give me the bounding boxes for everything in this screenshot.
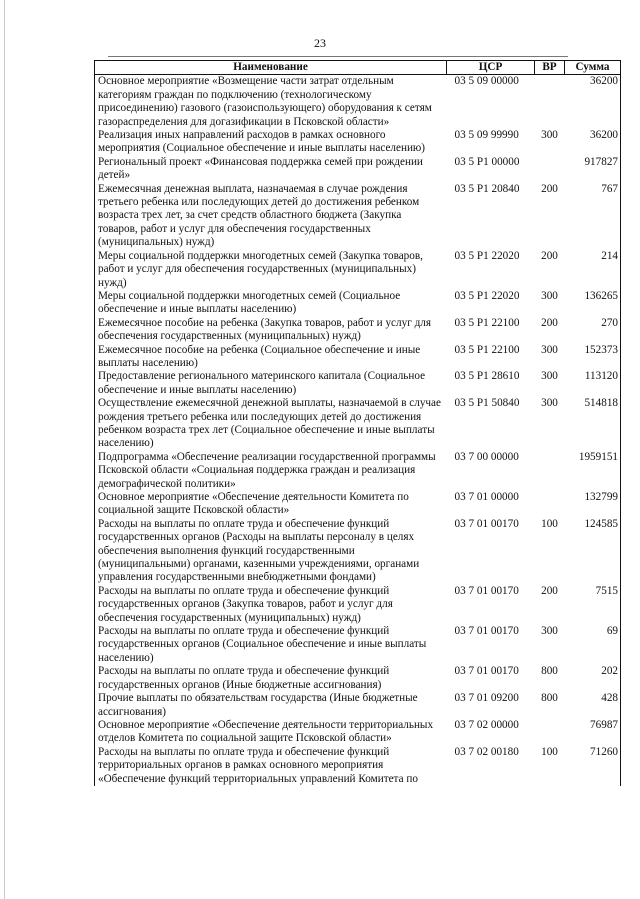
header-sum: Сумма <box>565 61 621 75</box>
row-csr: 03 7 01 09200 <box>454 692 519 705</box>
row-vr <box>535 156 565 183</box>
row-name: Реализация иных направлений расходов в рамках основного мероприятия (Социальное обеспечение и иные выплаты населению) <box>95 129 447 156</box>
row-csr: 03 5 Р1 22020 <box>454 289 520 302</box>
row-sum: 7515 <box>565 585 621 625</box>
row-sum: 917827 <box>565 156 621 183</box>
row-vr: 300 <box>541 625 558 638</box>
row-name: Расходы на выплаты по оплате труда и обеспечение функций государственных органов (Социальное обеспечение и иные выплаты населению) <box>95 625 447 665</box>
scan-edge-line <box>4 0 5 899</box>
header-csr: ЦСР <box>447 61 535 75</box>
table-row <box>95 746 621 786</box>
row-csr: 03 5 Р1 28610 <box>454 370 520 383</box>
row-name: Ежемесячное пособие на ребенка (Закупка товаров, работ и услуг для обеспечения государственных (муниципальных) нужд) <box>95 317 447 344</box>
row-vr: 200 <box>541 584 558 597</box>
row-vr: 300 <box>541 397 558 410</box>
header-rule <box>108 56 568 57</box>
row-vr: 200 <box>541 249 558 262</box>
row-sum: 36200 <box>565 129 621 156</box>
row-vr <box>535 75 565 129</box>
row-vr: 200 <box>541 316 558 329</box>
row-name: Осуществление ежемесячной денежной выплаты, назначаемой в случае рождения третьего ребенка или последующих детей до достижения ребенком возраста трех лет (Социальное обеспечение и иные выплаты населению) <box>95 397 447 451</box>
table-row <box>95 518 621 585</box>
row-sum: 113120 <box>565 370 621 397</box>
table-row <box>95 491 621 518</box>
row-sum: 36200 <box>565 75 621 129</box>
row-sum: 1959151 <box>565 451 621 491</box>
row-sum: 152373 <box>565 344 621 371</box>
row-vr <box>535 719 565 746</box>
row-name: Расходы на выплаты по оплате труда и обеспечение функций государственных органов (Закупка товаров, работ и услуг для обеспечения государственных (муниципальных) нужд) <box>95 585 447 625</box>
row-vr <box>535 491 565 518</box>
table-row <box>95 625 621 665</box>
row-name: Ежемесячное пособие на ребенка (Социальное обеспечение и иные выплаты населению) <box>95 344 447 371</box>
table-body <box>95 75 621 786</box>
row-name: Меры социальной поддержки многодетных семей (Социальное обеспечение и иные выплаты населению) <box>95 290 447 317</box>
row-name: Основное мероприятие «Обеспечение деятельности Комитета по социальной защите Псковской области» <box>95 491 447 518</box>
table-row <box>95 290 621 317</box>
table-header-row <box>95 61 621 75</box>
row-csr: 03 7 01 00170 <box>454 584 519 597</box>
row-sum: 214 <box>565 250 621 290</box>
row-name: Региональный проект «Финансовая поддержка семей при рождении детей» <box>95 156 447 183</box>
row-csr: 03 7 02 00180 <box>454 745 519 758</box>
row-sum: 132799 <box>565 491 621 518</box>
row-name: Прочие выплаты по обязательствам государства (Иные бюджетные ассигнования) <box>95 692 447 719</box>
row-vr: 300 <box>541 289 558 302</box>
row-sum: 428 <box>565 692 621 719</box>
budget-table <box>94 60 621 786</box>
row-csr: 03 5 Р1 22020 <box>454 249 520 262</box>
row-csr: 03 7 01 00170 <box>454 625 519 638</box>
row-name: Расходы на выплаты по оплате труда и обеспечение функций государственных органов (Иные бюджетные ассигнования) <box>95 665 447 692</box>
table-row <box>95 665 621 692</box>
row-name: Основное мероприятие «Возмещение части затрат отдельным категориям граждан по подключению (технологическому присоединению) газового (газоиспользующего) оборудования к сетям газораспределения для догазификации в Псковской области» <box>95 75 447 129</box>
row-sum: 270 <box>565 317 621 344</box>
table-row <box>95 129 621 156</box>
header-name: Наименование <box>95 61 447 75</box>
row-sum: 124585 <box>565 518 621 585</box>
row-name: Расходы на выплаты по оплате труда и обеспечение функций территориальных органов в рамках основного мероприятия «Обеспечение функций территориальных управлений Комитета по <box>95 746 447 786</box>
row-vr <box>535 451 565 491</box>
row-vr: 100 <box>541 517 558 530</box>
row-vr: 300 <box>541 370 558 383</box>
row-name: Ежемесячная денежная выплата, назначаемая в случае рождения третьего ребенка или последующих детей до достижения ребенком возраста трех лет, за счет средств областного бюджета (Закупка товаров, работ и услуг для обеспечения государственных (муниципальных) нужд) <box>95 183 447 250</box>
row-sum: 69 <box>565 625 621 665</box>
row-csr: 03 5 Р1 00000 <box>454 155 520 168</box>
table-row <box>95 317 621 344</box>
row-csr: 03 7 01 00170 <box>454 517 519 530</box>
row-sum: 76987 <box>565 719 621 746</box>
row-name: Расходы на выплаты по оплате труда и обеспечение функций государственных органов (Расходы на выплаты персоналу в целях обеспечения выполнения функций государственными (муниципальными) органами, казенными учреждениями, органами управления государственными внебюджетными фондами) <box>95 518 447 585</box>
table-row <box>95 183 621 250</box>
row-vr: 800 <box>541 692 558 705</box>
row-csr: 03 5 Р1 50840 <box>454 397 520 410</box>
row-vr: 200 <box>541 182 558 195</box>
row-name: Предоставление регионального материнского капитала (Социальное обеспечение и иные выплаты населению) <box>95 370 447 397</box>
table-row <box>95 719 621 746</box>
row-sum: 71260 <box>565 746 621 786</box>
table-row <box>95 397 621 451</box>
row-csr: 03 7 01 00170 <box>454 665 519 678</box>
table-row <box>95 692 621 719</box>
row-name: Подпрограмма «Обеспечение реализации государственной программы Псковской области «Социальная поддержка граждан и реализация демографической политики» <box>95 451 447 491</box>
row-sum: 202 <box>565 665 621 692</box>
row-name: Меры социальной поддержки многодетных семей (Закупка товаров, работ и услуг для обеспечения государственных (муниципальных) нужд) <box>95 250 447 290</box>
row-csr: 03 7 01 00000 <box>454 491 519 503</box>
row-csr: 03 5 Р1 20840 <box>454 182 520 195</box>
row-vr: 800 <box>541 665 558 678</box>
row-vr: 100 <box>541 745 558 758</box>
row-name: Основное мероприятие «Обеспечение деятельности территориальных отделов Комитета по социальной защите Псковской области» <box>95 719 447 746</box>
row-csr: 03 5 Р1 22100 <box>454 316 520 329</box>
table-row <box>95 156 621 183</box>
table-row <box>95 451 621 491</box>
row-sum: 136265 <box>565 290 621 317</box>
table-row <box>95 344 621 371</box>
row-csr: 03 7 00 00000 <box>454 450 519 463</box>
row-csr: 03 5 09 99990 <box>454 129 519 142</box>
page-number: 23 <box>314 36 326 50</box>
table-row <box>95 75 621 129</box>
row-sum: 514818 <box>565 397 621 451</box>
row-csr: 03 5 09 00000 <box>454 75 519 88</box>
row-vr: 300 <box>541 343 558 356</box>
row-sum: 767 <box>565 183 621 250</box>
header-vr: ВР <box>535 61 565 75</box>
row-csr: 03 5 Р1 22100 <box>454 343 520 356</box>
table-row <box>95 370 621 397</box>
row-vr: 300 <box>541 129 558 142</box>
table-row <box>95 250 621 290</box>
row-csr: 03 7 02 00000 <box>454 718 519 731</box>
table-row <box>95 585 621 625</box>
